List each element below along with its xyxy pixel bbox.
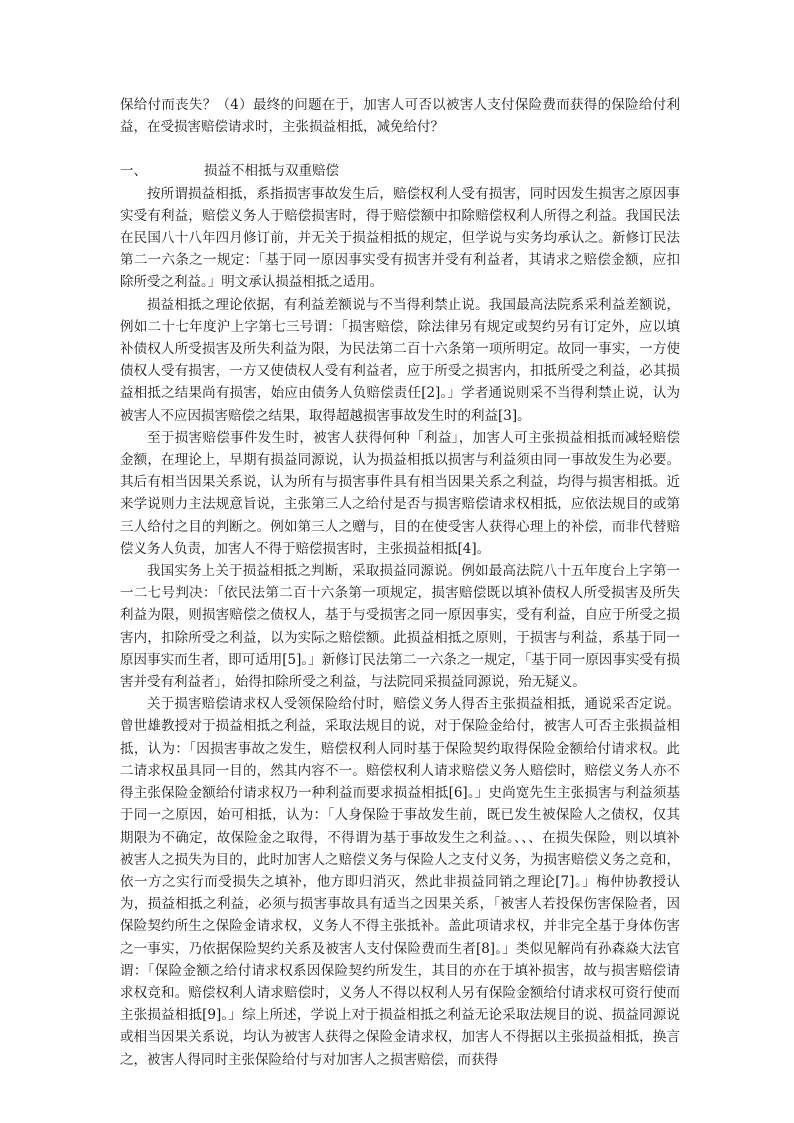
body-paragraph-2: 损益相抵之理论依据，有利益差额说与不当得利禁止说。我国最高法院系采利益差额说，例如二十七年度沪上字第七三号谓：「损害赔偿，除法律另有规定或契约另有订定外，应以填补债权人所受损害及所失利益为限，为民法第二百十六条第一项所明定。故同一事实，一方使债权人受有损害，一方又使债权人受有利益者，应于所受之损害内，扣抵所受之利益，必其损益相抵之结果尚有损害，始应由债务人负赔偿责任[2]。」学者通说则采不当得利禁止说，认为被害人不应因损害赔偿之结果，取得超越损害事故发生时的利益[3]。: [120, 296, 680, 424]
section-number: 一、: [120, 163, 147, 180]
body-paragraph-1: 按所谓损益相抵，系指损害事故发生后，赔偿权利人受有损害，同时因发生损害之原因事实受有利益，赔偿义务人于赔偿损害时，得于赔偿额中扣除赔偿权利人所得之利益。我国民法在民国八十八年四月修订前，并无关于损益相抵的规定，但学说与实务均承认之。新修订民法第二一六条之一规定：「基于同一原因事实受有损害并受有利益者，其请求之赔偿金额，应扣除所受之利益。」明文承认损益相抵之适用。: [120, 185, 680, 291]
body-paragraph-5: 关于损害赔偿请求权人受领保险给付时，赔偿义务人得否主张损益相抵，通说采否定说。曾世雄教授对于损益相抵之利益，采取法规目的说，对于保险金给付，被害人可否主张损益相抵，认为：「因损害事故之发生，赔偿权利人同时基于保险契约取得保险金额给付请求权。此二请求权虽具同一目的，然其内容不一。赔偿权利人请求赔偿义务人赔偿时，赔偿义务人亦不得主张保险金额给付请求权乃一种利益而要求损益相抵[6]。」史尚宽先生主张损害与利益须基于同一之原因，始可相抵，认为：「人身保险于事故发生前，既已发生被保险人之债权，仅其期限为不确定，故保险金之取得，不得谓为基于事故发生之利益。、、、在损失保险，则以填补被害人之损失为目的，此时加害人之赔偿义务与保险人之支付义务，为损害赔偿义务之竞和，依一方之实行而受损失之填补，他方即归消灭，然此非损益同销之理论[7]。」梅仲协教授认为，损益相抵之利益，必须与损害事故具有适当之因果关系，「被害人若投保伤害保险者，因保险契约所生之保险金请求权，义务人不得主张抵补。盖此项请求权，并非完全基于身体伤害之一事实，乃依据保险契约关系及被害人支付保险费而生者[8]。」类似见解尚有孙森焱大法官谓：「保险金额之给付请求权系因保险契约所发生，其目的亦在于填补损害，故与损害赔偿请求权竞和。赔偿权利人请求赔偿时，义务人不得以权利人另有保险金额给付请求权可资行使而主张损益相抵[9]。」综上所述，学说上对于损益相抵之利益无论采取法规目的说、损益同源说或相当因果关系说，均认为被害人获得之保险金请求权，加害人不得据以主张损益相抵，换言之，被害人得同时主张保险给付与对加害人之损害赔偿，而获得: [120, 696, 680, 1068]
intro-paragraph: 保给付而丧失？（4）最终的问题在于，加害人可否以被害人支付保险费而获得的保险给付利益，在受损害赔偿请求时，主张损益相抵，减免给付？: [120, 97, 680, 136]
paragraph-gap: [120, 138, 680, 160]
body-paragraph-4: 我国实务上关于损益相抵之判断，采取损益同源说。例如最高法院八十五年度台上字第一一二七号判决：「依民法第二百十六条第一项规定，损害赔偿既以填补债权人所受损害及所失利益为限，则损害赔偿之债权人，基于与受损害之同一原因事实，受有利益，自应于所受之损害内，扣除所受之利益，以为实际之赔偿额。此损益相抵之原则，于损害与利益，系基于同一原因事实而生者，即可适用[5]。」新修订民法第二一六条之一规定，「基于同一原因事实受有损害并受有利益者」，始得扣除所受之利益，与法院同采损益同源说，殆无疑义。: [120, 563, 680, 691]
document-page: [120, 94, 680, 1071]
section-title: 损益不相抵与双重赔偿: [204, 163, 339, 180]
section-heading: [120, 160, 680, 182]
body-paragraph-3: 至于损害赔偿事件发生时，被害人获得何种「利益」，加害人可主张损益相抵而减轻赔偿金额，在理论上，早期有损益同源说，认为损益相抵以损害与利益须由同一事故发生为必要。其后有相当因果关系说，认为所有与损害事件具有相当因果关系之利益，均得与损害相抵。近来学说则力主法规意旨说，主张第三人之给付是否与损害赔偿请求权相抵，应依法规目的或第三人给付之目的判断之。例如第三人之赠与，目的在使受害人获得心理上的补偿，而非代替赔偿义务人负责，加害人不得于赔偿损害时，主张损益相抵[4]。: [120, 429, 680, 557]
